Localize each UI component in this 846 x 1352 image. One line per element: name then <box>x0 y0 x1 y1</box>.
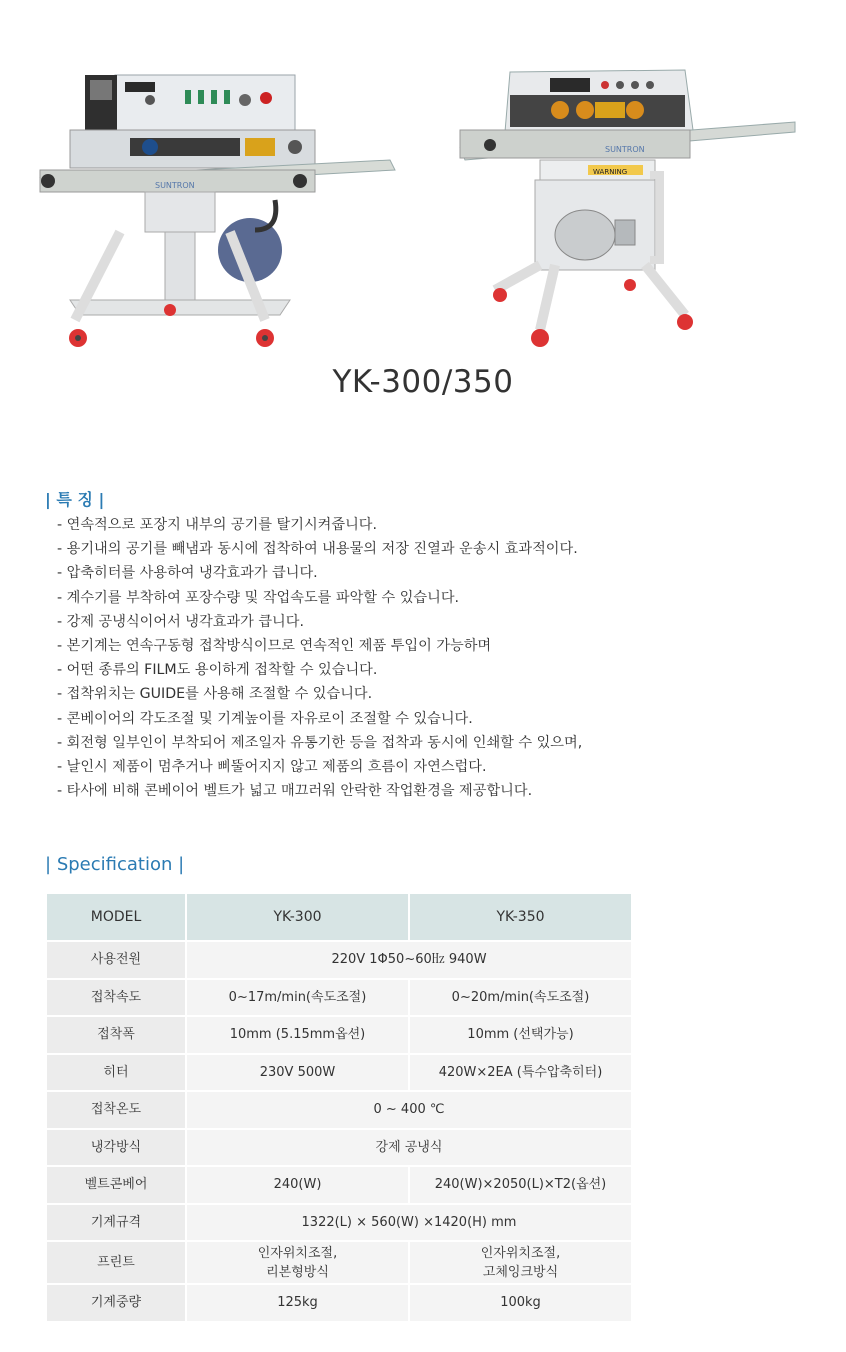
cell-yk300: 0~17m/min(속도조절) <box>186 979 409 1017</box>
table-header-row <box>46 893 632 941</box>
model-title: YK-300/350 <box>332 364 514 400</box>
table-row-speed <box>46 979 632 1017</box>
cell-line: 인자위치조절, <box>480 1245 561 1261</box>
cell-value: 1322(L) × 560(W) ×1420(H) mm <box>186 1204 632 1242</box>
cell-yk350: 240(W)×2050(L)×T2(옵션) <box>409 1166 632 1204</box>
table-row-temp <box>46 1091 632 1129</box>
cell-yk300: 125kg <box>186 1284 409 1322</box>
header-yk350: YK-350 <box>409 893 632 941</box>
feature-item: - 연속적으로 포장지 내부의 공기를 탈기시켜줍니다. <box>57 517 377 533</box>
specification-heading-text: Specification <box>56 854 173 875</box>
feature-item: - 본기계는 연속구동형 접착방식이므로 연속적인 제품 투입이 가능하며 <box>57 637 492 654</box>
feature-item: - 압축히터를 사용하여 냉각효과가 큽니다. <box>57 565 318 582</box>
table-row-power <box>46 941 632 979</box>
feature-item: - 날인시 제품이 멈추거나 삐뚤어지지 않고 제품의 흐름이 자연스럽다. <box>57 758 487 775</box>
features-heading <box>45 487 104 510</box>
cell-yk300: 240(W) <box>186 1166 409 1204</box>
heading-bar-right: | <box>178 854 185 875</box>
row-label: 기계중량 <box>46 1284 186 1322</box>
specification-table <box>45 892 633 1323</box>
row-label: 접착폭 <box>46 1016 186 1054</box>
heading-bar-left: | <box>45 490 51 509</box>
feature-item: - 콘베이어의 각도조절 및 기계높이를 자유로이 조절할 수 있습니다. <box>57 710 473 727</box>
cell-line: 고체잉크방식 <box>482 1264 559 1280</box>
table-row-print <box>46 1241 632 1284</box>
heading-bar-right: | <box>98 490 105 509</box>
feature-item: - 강제 공냉식이어서 냉각효과가 큽니다. <box>57 613 304 630</box>
sealer-machine-photo-left <box>30 60 410 360</box>
cell-yk350 <box>409 1241 632 1284</box>
sealer-machine-photo-right <box>455 60 800 360</box>
cell-yk350: 420W×2EA (특수압축히터) <box>409 1054 632 1092</box>
table-row-size <box>46 1204 632 1242</box>
cell-yk350: 0~20m/min(속도조절) <box>409 979 632 1017</box>
cell-line: 리본형방식 <box>266 1264 329 1280</box>
brand-logo-text-left: SUNTRON <box>155 181 195 190</box>
cell-yk350: 100kg <box>409 1284 632 1322</box>
row-label: 프린트 <box>46 1241 186 1284</box>
cell-line: 인자위치조절, <box>257 1245 338 1261</box>
row-label: 냉각방식 <box>46 1129 186 1167</box>
row-label: 기계규격 <box>46 1204 186 1242</box>
feature-item: - 회전형 일부인이 부착되어 제조일자 유통기한 등을 접착과 동시에 인쇄할 수 있으며, <box>57 734 583 751</box>
header-yk300: YK-300 <box>186 893 409 941</box>
feature-item: - 타사에 비해 콘베이어 벨트가 넓고 매끄러워 안락한 작업환경을 제공합니다. <box>57 783 533 800</box>
table-row-weight <box>46 1284 632 1322</box>
feature-item: - 계수기를 부착하여 포장수량 및 작업속도를 파악할 수 있습니다. <box>57 589 460 606</box>
feature-item: - 접착위치는 GUIDE를 사용해 조절할 수 있습니다. <box>57 686 373 703</box>
table-row-cooling <box>46 1129 632 1167</box>
cell-value: 220V 1Φ50~60㎐ 940W <box>186 941 632 979</box>
row-label: 접착온도 <box>46 1091 186 1129</box>
cell-value: 0 ~ 400 ℃ <box>186 1091 632 1129</box>
brand-logo-text-right: SUNTRON <box>605 145 645 154</box>
specification-heading <box>45 854 184 875</box>
cell-value: 강제 공냉식 <box>186 1129 632 1167</box>
table-row-belt <box>46 1166 632 1204</box>
warning-label-text: WARNING <box>593 168 628 176</box>
feature-item: - 용기내의 공기를 빼냄과 동시에 접착하여 내용물의 저장 진열과 운송시 효과적이다. <box>57 541 578 558</box>
row-label: 히터 <box>46 1054 186 1092</box>
row-label: 벨트콘베어 <box>46 1166 186 1204</box>
header-model: MODEL <box>46 893 186 941</box>
table-row-heater <box>46 1054 632 1092</box>
row-label: 접착속도 <box>46 979 186 1017</box>
cell-yk300 <box>186 1241 409 1284</box>
cell-yk300: 10mm (5.15mm옵션) <box>186 1016 409 1054</box>
features-heading-text: 특 징 <box>56 490 93 509</box>
feature-item: - 어떤 종류의 FILM도 용이하게 접착할 수 있습니다. <box>57 662 378 679</box>
cell-yk300: 230V 500W <box>186 1054 409 1092</box>
heading-bar-left: | <box>45 854 52 875</box>
row-label: 사용전원 <box>46 941 186 979</box>
table-row-width <box>46 1016 632 1054</box>
features-list <box>57 513 817 803</box>
cell-yk350: 10mm (선택가능) <box>409 1016 632 1054</box>
